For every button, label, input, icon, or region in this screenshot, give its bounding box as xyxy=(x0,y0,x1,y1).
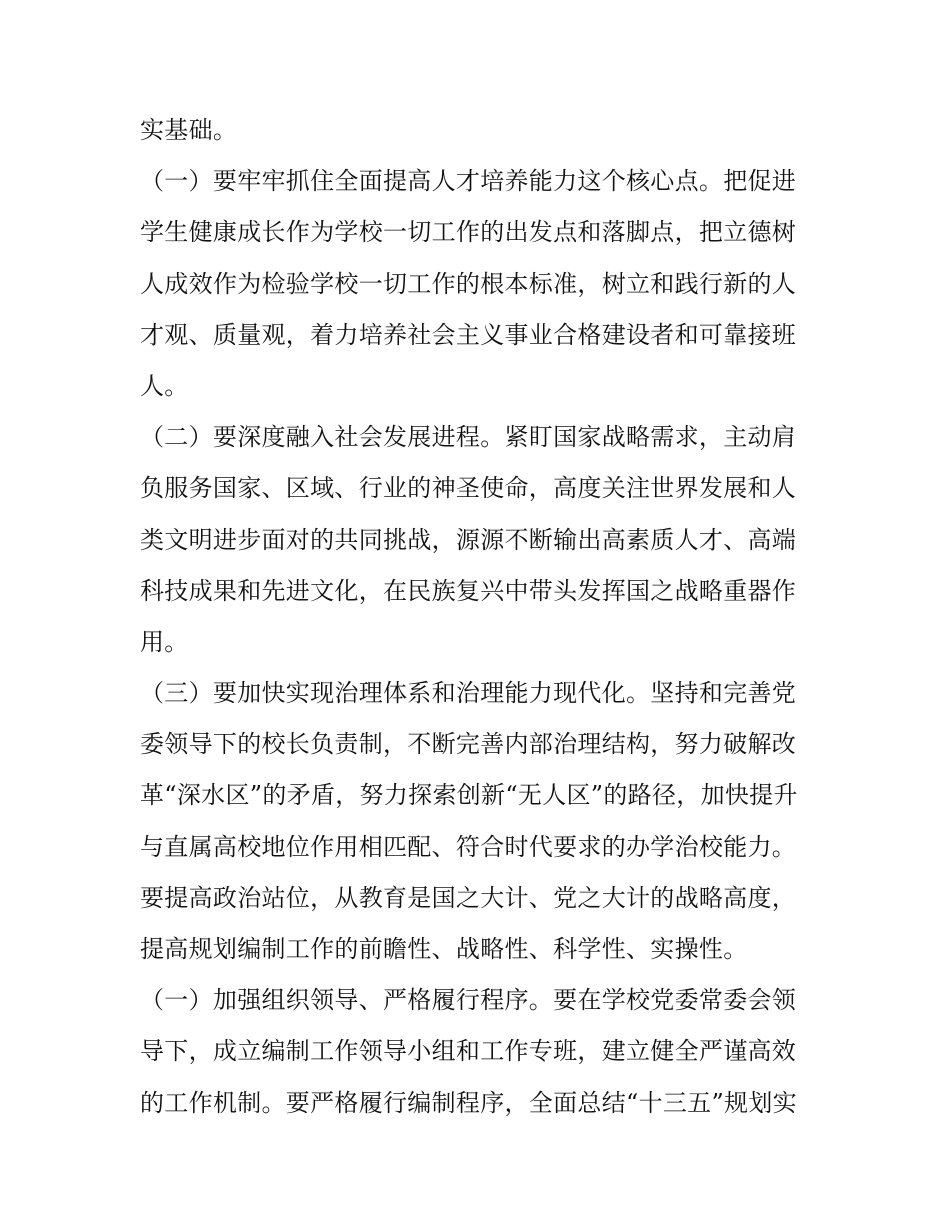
text-line: 人成效作为检验学校一切工作的根本标准，树立和践行新的人 xyxy=(140,269,797,298)
document-body xyxy=(140,105,820,1129)
text-line: 要提高政治站位，从教育是国之大计、党之大计的战略高度， xyxy=(140,883,797,912)
text-line: 提高规划编制工作的前瞻性、战略性、科学性、实操性。 xyxy=(140,935,748,963)
text-line: 的工作机制。要严格履行编制程序，全面总结“十三五”规划实 xyxy=(140,1088,797,1117)
text-line: 类文明进步面对的共同挑战，源源不断输出高素质人才、高端 xyxy=(140,525,797,554)
text-line: 革“深水区”的矛盾，努力探索创新“无人区”的路径，加快提升 xyxy=(140,781,798,810)
text-line: 人。 xyxy=(140,371,189,400)
text-line: （一）要牢牢抓住全面提高人才培养能力这个核心点。把促进 xyxy=(140,167,797,196)
text-line: 负服务国家、区域、行业的神圣使命，高度关注世界发展和人 xyxy=(140,474,797,503)
text-line: 委领导下的校长负责制，不断完善内部治理结构，努力破解改 xyxy=(140,730,797,759)
text-line: 用。 xyxy=(140,627,189,656)
text-line: 导下，成立编制工作领导小组和工作专班，建立健全严谨高效 xyxy=(140,1037,797,1066)
text-line: （二）要深度融入社会发展进程。紧盯国家战略需求，主动肩 xyxy=(140,423,797,452)
text-line: 才观、质量观，着力培养社会主义事业合格建设者和可靠接班 xyxy=(140,320,797,349)
text-line: 科技成果和先进文化，在民族复兴中带头发挥国之战略重器作 xyxy=(140,576,797,605)
text-line: （一）加强组织领导、严格履行程序。要在学校党委常委会领 xyxy=(140,986,797,1015)
text-line: 与直属高校地位作用相匹配、符合时代要求的办学治校能力。 xyxy=(140,832,797,861)
text-line: （三）要加快实现治理体系和治理能力现代化。坚持和完善党 xyxy=(140,679,797,708)
text-line: 实基础。 xyxy=(140,116,238,144)
text-line: 学生健康成长作为学校一切工作的出发点和落脚点，把立德树 xyxy=(140,218,797,247)
